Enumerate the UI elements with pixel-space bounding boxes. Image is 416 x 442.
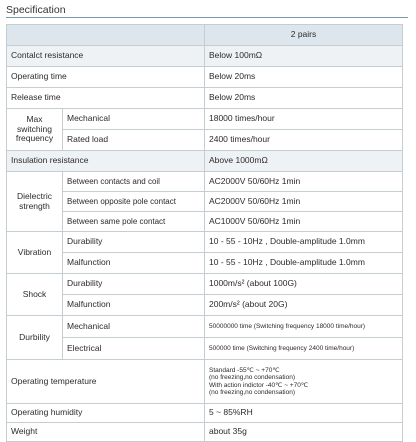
row-value: 2400 times/hour bbox=[205, 130, 403, 151]
row-label: Weight bbox=[7, 423, 205, 442]
table-row bbox=[7, 88, 403, 109]
row-value: 10 - 55 - 10Hz , Double-amplitude 1.0mm bbox=[205, 232, 403, 253]
row-value: Below 20ms bbox=[205, 67, 403, 88]
table-row bbox=[7, 192, 403, 212]
row-label: Release time bbox=[7, 88, 205, 109]
table-row bbox=[7, 274, 403, 295]
group-label: Dielectric strength bbox=[7, 172, 63, 232]
title-divider bbox=[6, 17, 408, 18]
table-row bbox=[7, 232, 403, 253]
table-row bbox=[7, 423, 403, 442]
row-label: Mechanical bbox=[63, 316, 205, 338]
table-row bbox=[7, 212, 403, 232]
row-label: Rated load bbox=[63, 130, 205, 151]
row-value: about 35g bbox=[205, 423, 403, 442]
row-label: Electrical bbox=[63, 338, 205, 360]
row-value: 500000 time (Switching frequency 2400 time/hour) bbox=[205, 338, 403, 360]
temperature-line: (no freezing,no condensation) bbox=[209, 388, 296, 396]
row-value: AC2000V 50/60Hz 1min bbox=[205, 192, 403, 212]
row-value: AC1000V 50/60Hz 1min bbox=[205, 212, 403, 232]
table-row bbox=[7, 67, 403, 88]
row-value: Below 20ms bbox=[205, 88, 403, 109]
table-row bbox=[7, 360, 403, 404]
row-value bbox=[205, 360, 403, 404]
row-label: Durability bbox=[63, 274, 205, 295]
row-value: AC2000V 50/60Hz 1min bbox=[205, 172, 403, 192]
header-value-cell: 2 pairs bbox=[205, 25, 403, 46]
table-header-row bbox=[7, 25, 403, 46]
page-title: Specification bbox=[6, 4, 66, 16]
row-value: Above 1000mΩ bbox=[205, 151, 403, 172]
table-row bbox=[7, 316, 403, 338]
row-value: 18000 times/hour bbox=[205, 109, 403, 130]
row-label: Operating temperature bbox=[7, 360, 205, 404]
row-value: 200m/s² (about 20G) bbox=[205, 295, 403, 316]
group-label: Max switching frequency bbox=[7, 109, 63, 151]
row-value: 5 ~ 85%RH bbox=[205, 404, 403, 423]
row-label: Operating humidity bbox=[7, 404, 205, 423]
header-label-cell bbox=[7, 25, 205, 46]
row-label: Malfunction bbox=[63, 253, 205, 274]
table-row bbox=[7, 130, 403, 151]
row-label: Durability bbox=[63, 232, 205, 253]
row-value: 50000000 time (Switching frequency 18000 time/hour) bbox=[205, 316, 403, 338]
group-label: Shock bbox=[7, 274, 63, 316]
row-value: Below 100mΩ bbox=[205, 46, 403, 67]
table-row bbox=[7, 109, 403, 130]
row-label: Mechanical bbox=[63, 109, 205, 130]
row-label: Insulation resistance bbox=[7, 151, 205, 172]
specification-table bbox=[6, 24, 403, 442]
group-label: Vibration bbox=[7, 232, 63, 274]
row-label: Between contacts and coil bbox=[63, 172, 205, 192]
table-row bbox=[7, 338, 403, 360]
table-row bbox=[7, 172, 403, 192]
row-label: Between opposite pole contact bbox=[63, 192, 205, 212]
row-value: 10 - 55 - 10Hz , Double-amplitude 1.0mm bbox=[205, 253, 403, 274]
temperature-line: With action indictor -40℃ ~ +70℃ bbox=[209, 381, 309, 389]
table-row bbox=[7, 404, 403, 423]
table-row bbox=[7, 151, 403, 172]
table-row bbox=[7, 295, 403, 316]
row-label: Malfunction bbox=[63, 295, 205, 316]
table-row bbox=[7, 253, 403, 274]
row-label: Between same pole contact bbox=[63, 212, 205, 232]
temperature-line: (no freezing,no condensation) bbox=[209, 374, 296, 382]
row-label: Operating time bbox=[7, 67, 205, 88]
temperature-line: Standard -55℃ ~ +70℃ bbox=[209, 366, 280, 374]
group-label: Durbility bbox=[7, 316, 63, 360]
table-row bbox=[7, 46, 403, 67]
row-label: Contalct resistance bbox=[7, 46, 205, 67]
row-value: 1000m/s² (about 100G) bbox=[205, 274, 403, 295]
